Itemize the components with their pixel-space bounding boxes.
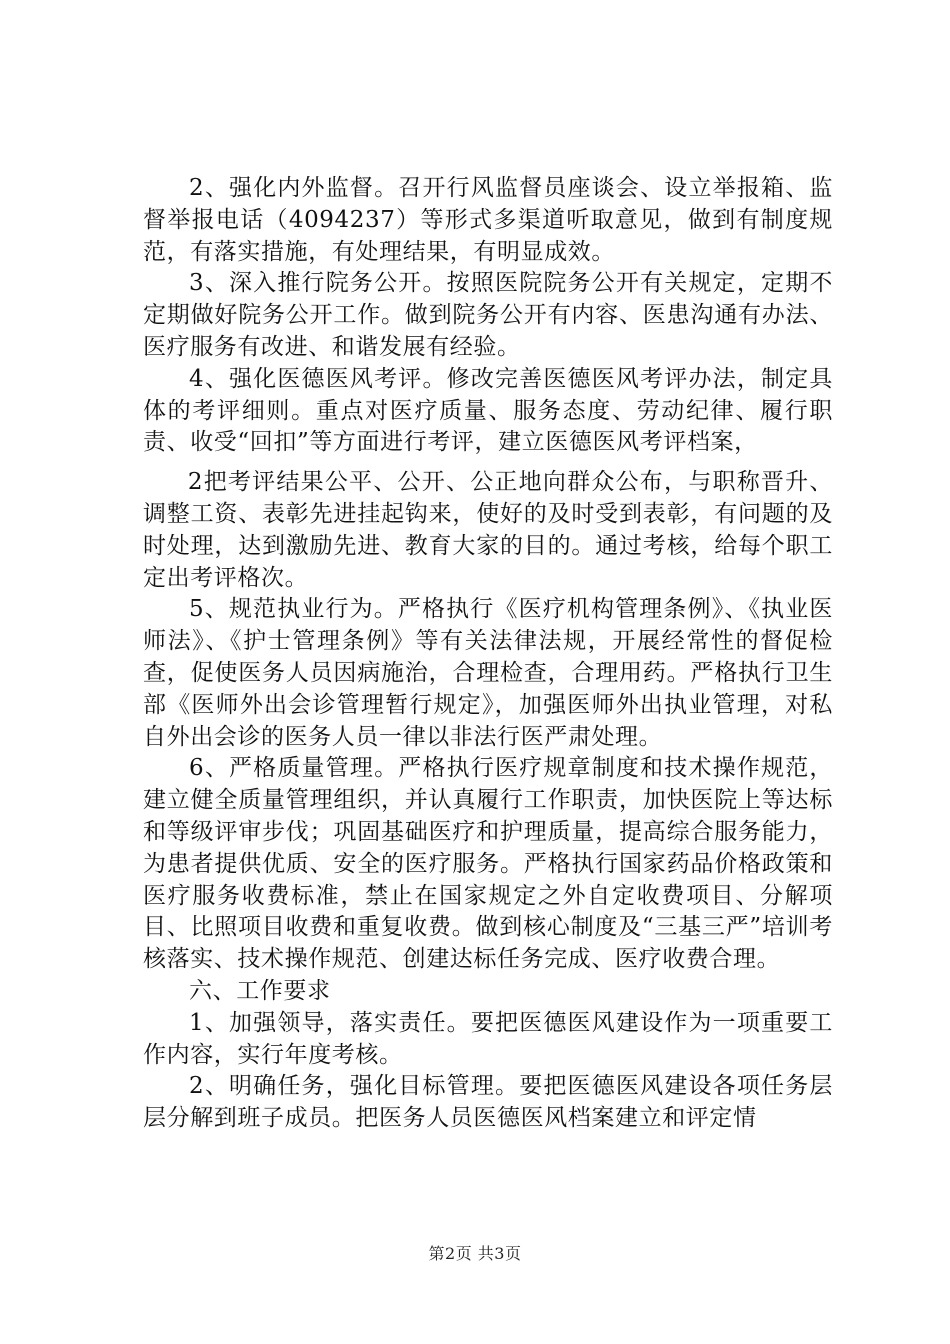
paragraph-strengthen-supervision: 2、强化内外监督。召开行风监督员座谈会、设立举报箱、监督举报电话（4094237）等形式多渠道听取意见，做到有制度规范，有落实措施，有处理结果，有明显成效。: [143, 175, 833, 265]
page-number-footer: 第2页 共3页: [428, 1244, 522, 1263]
section-heading-work-requirements: 六、工作要求: [189, 977, 331, 1004]
paragraph-practice-regulation: 5、规范执业行为。严格执行《医疗机构管理条例》、《执业医师法》、《护士管理条例》等有关法律法规，开展经常性的督促检查，促使医务人员因病施治，合理检查，合理用药。严格执行卫生部《医师外出会诊管理暂行规定》，加强医师外出执业管理，对私自外出会诊的医务人员一律以非法行医严肃处理。: [143, 596, 833, 750]
paragraph-evaluation-results: 2把考评结果公平、公开、公正地向群众公布，与职称晋升、调整工资、表彰先进挂起钩来，使好的及时受到表彰，有问题的及时处理，达到激励先进、教育大家的目的。通过考核，给每个职工定出考评格次。: [143, 469, 833, 591]
paragraph-leadership: 1、加强领导，落实责任。要把医德医风建设作为一项重要工作内容，实行年度考核。: [143, 1009, 833, 1068]
document-body: [143, 173, 833, 1135]
paragraph-ethics-evaluation: 4、强化医德医风考评。修改完善医德医风考评办法，制定具体的考评细则。重点对医疗质量、服务态度、劳动纪律、履行职责、收受“回扣”等方面进行考评，建立医德医风考评档案，: [143, 365, 833, 456]
paragraph-quality-management: 6、严格质量管理。严格执行医疗规章制度和技术操作规范，建立健全质量管理组织，并认真履行工作职责，加快医院上等达标和等级评审步伐；巩固基础医疗和护理质量，提高综合服务能力，为患者提供优质、安全的医疗服务。严格执行国家药品价格政策和医疗服务收费标准，禁止在国家规定之外自定收费项目、分解项目、比照项目收费和重复收费。做到核心制度及“三基三严”培训考核落实、技术操作规范、创建达标任务完成、医疗收费合理。: [143, 755, 833, 973]
paragraph-hospital-affairs-disclosure: 3、深入推行院务公开。按照医院院务公开有关规定，定期不定期做好院务公开工作。做到院务公开有内容、医患沟通有办法、医疗服务有改进、和谐发展有经验。: [143, 270, 833, 360]
paragraph-target-management: 2、明确任务，强化目标管理。要把医德医风建设各项任务层层分解到班子成员。把医务人员医德医风档案建立和评定情: [143, 1073, 833, 1132]
